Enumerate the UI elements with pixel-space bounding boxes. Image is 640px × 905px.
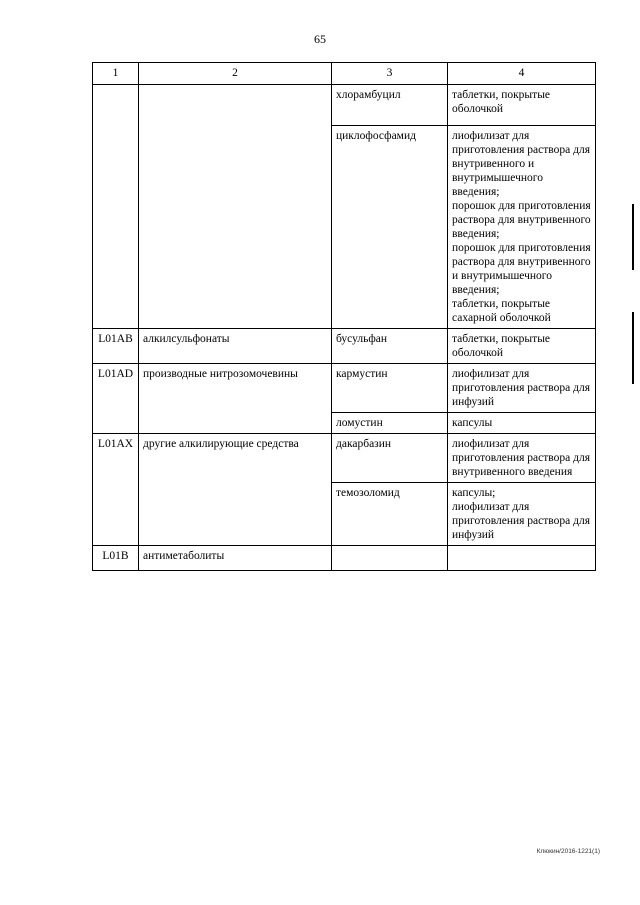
dosage-form-text: лиофилизат для приготовления раствора для внутривенного и внутримышечного введения; (452, 130, 590, 198)
table-row (93, 434, 596, 483)
drug-name-cell: хлорамбуцил (332, 85, 448, 126)
dosage-form-text: порошок для приготовления раствора для внутривенного введения; (452, 200, 591, 240)
group-cell: антиметаболиты (139, 546, 332, 571)
table-row (93, 329, 596, 364)
table-row (93, 546, 596, 571)
dosage-form-cell (448, 364, 596, 413)
drug-name-cell: кармустин (332, 364, 448, 413)
dosage-form-text: таблетки, покрытые оболочкой (452, 89, 551, 115)
drug-name-cell: темозоломид (332, 483, 448, 546)
group-cell: алкилсульфонаты (139, 329, 332, 364)
group-cell: другие алкилирующие средства (139, 434, 332, 546)
atc-code-cell: L01AX (93, 434, 139, 546)
atc-code-cell: L01B (93, 546, 139, 571)
dosage-form-cell (448, 85, 596, 126)
dosage-form-text: лиофилизат для приготовления раствора для инфузий (452, 368, 590, 408)
table-row (93, 85, 596, 126)
dosage-form-text: таблетки, покрытые сахарной оболочкой (452, 298, 551, 324)
drug-name-cell: ломустин (332, 413, 448, 434)
dosage-form-cell (448, 483, 596, 546)
dosage-form-text: порошок для приготовления раствора для внутривенного и внутримышечного введения; (452, 242, 591, 296)
group-cell: производные нитрозомочевины (139, 364, 332, 434)
drug-name-cell: бусульфан (332, 329, 448, 364)
header-cell: 2 (139, 63, 332, 85)
dosage-form-text: капсулы; (452, 487, 496, 499)
atc-code-cell: L01AD (93, 364, 139, 434)
atc-code-cell: L01AB (93, 329, 139, 364)
dosage-form-cell (448, 546, 596, 571)
header-cell: 3 (332, 63, 448, 85)
dosage-form-text: лиофилизат для приготовления раствора для внутривенного введения (452, 438, 590, 478)
drug-name-cell: дакарбазин (332, 434, 448, 483)
scan-margin-mark (632, 204, 634, 270)
header-row (93, 63, 596, 85)
group-cell (139, 85, 332, 329)
page-number: 65 (314, 32, 326, 46)
scan-margin-mark (632, 312, 634, 384)
dosage-form-cell (448, 126, 596, 329)
dosage-form-cell (448, 329, 596, 364)
dosage-form-text: лиофилизат для приготовления раствора для инфузий (452, 501, 590, 541)
dosage-form-text: капсулы (452, 417, 493, 429)
footer-stamp: Клюкин/2016-1221(1) (536, 848, 600, 855)
header-cell: 4 (448, 63, 596, 85)
dosage-form-text: таблетки, покрытые оболочкой (452, 333, 551, 359)
atc-code-cell (93, 85, 139, 329)
header-cell: 1 (93, 63, 139, 85)
medication-table (92, 62, 596, 571)
drug-name-cell: циклофосфамид (332, 126, 448, 329)
table-row (93, 364, 596, 413)
dosage-form-cell (448, 413, 596, 434)
dosage-form-cell (448, 434, 596, 483)
drug-name-cell (332, 546, 448, 571)
